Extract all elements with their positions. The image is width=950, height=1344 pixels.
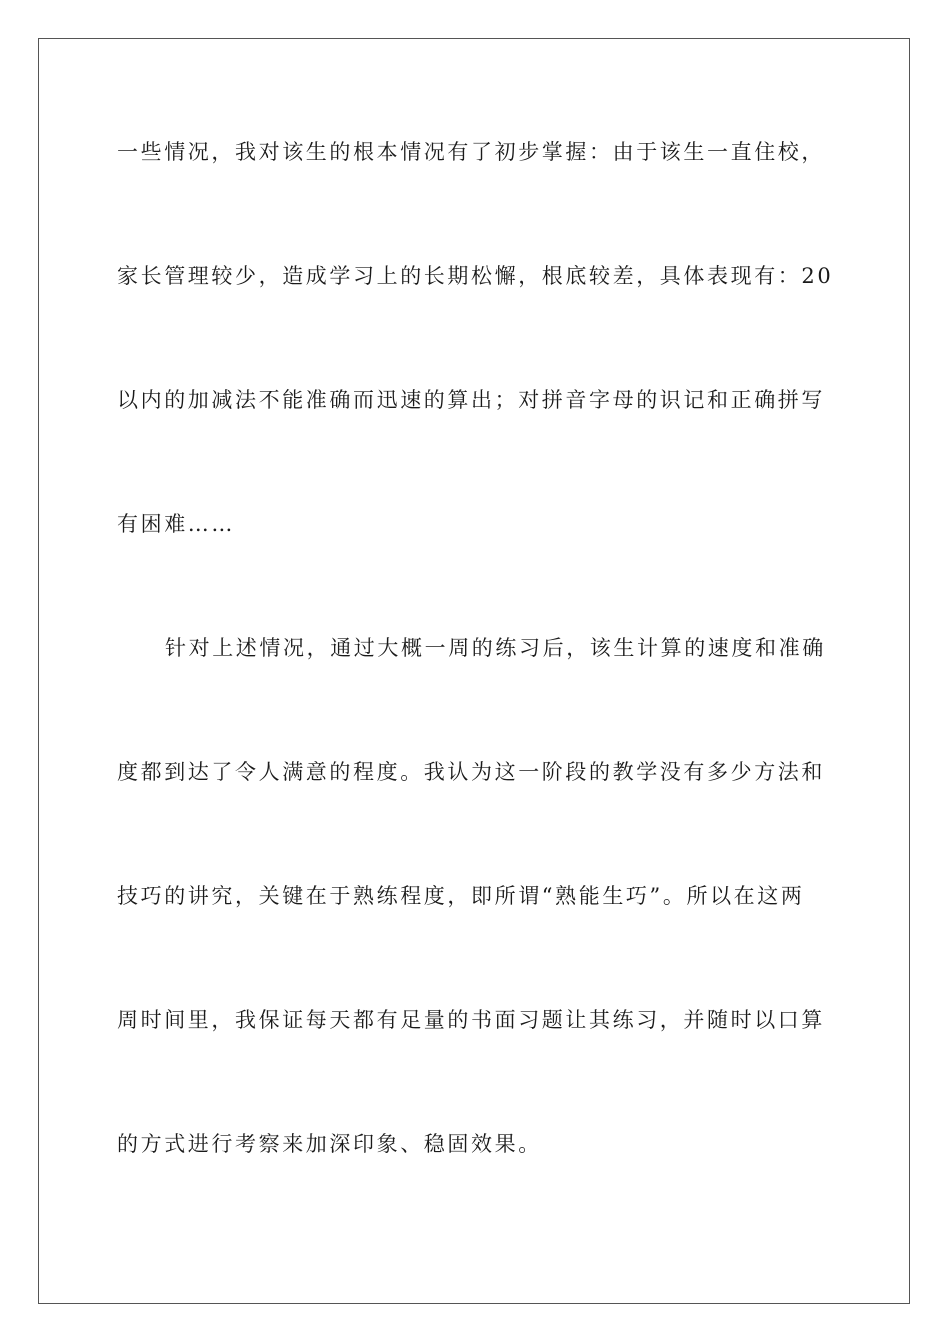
text-line: 技巧的讲究，关键在于熟练程度，即所谓“熟能生巧”。所以在这两 xyxy=(117,884,805,908)
page-border xyxy=(38,38,910,1304)
text-line: 的方式进行考察来加深印象、稳固效果。 xyxy=(117,1132,542,1156)
text-line: 以内的加减法不能准确而迅速的算出；对拼音字母的识记和正确拼写 xyxy=(117,388,825,412)
text-line: 针对上述情况，通过大概一周的练习后，该生计算的速度和准确 xyxy=(165,636,826,660)
text-line: 家长管理较少，造成学习上的长期松懈，根底较差，具体表现有：20 xyxy=(117,264,834,288)
text-line: 度都到达了令人满意的程度。我认为这一阶段的教学没有多少方法和 xyxy=(117,760,825,784)
text-line: 有困难…… xyxy=(117,512,235,536)
text-line: 周时间里，我保证每天都有足量的书面习题让其练习，并随时以口算 xyxy=(117,1008,825,1032)
text-line: 一些情况，我对该生的根本情况有了初步掌握：由于该生一直住校， xyxy=(117,140,825,164)
